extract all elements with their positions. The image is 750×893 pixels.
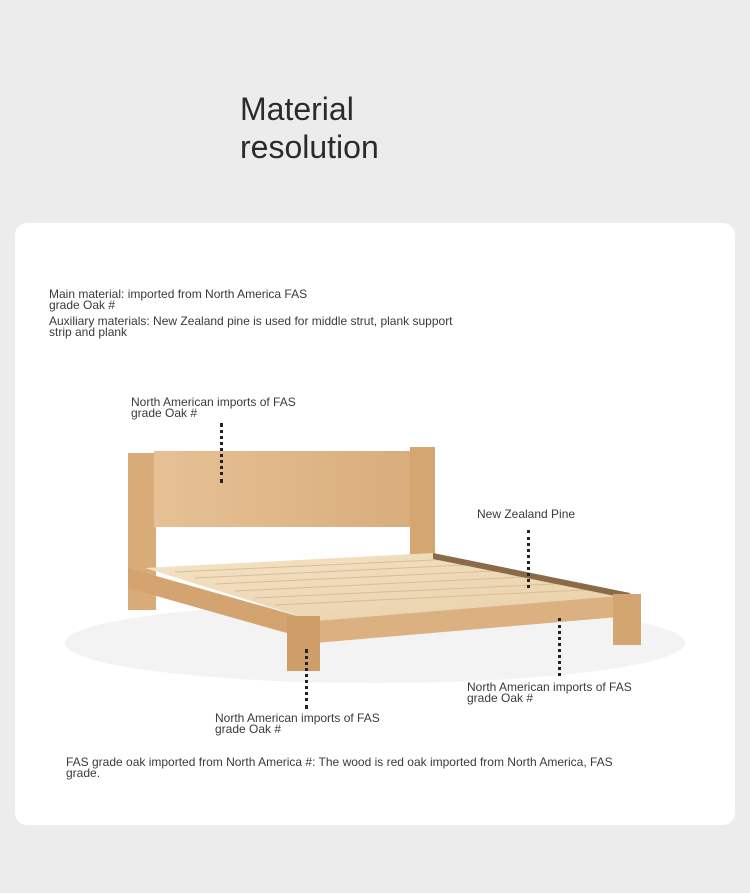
material-card bbox=[15, 223, 735, 825]
leg-label-line-1: North American imports of FAS bbox=[215, 711, 380, 725]
headboard-panel bbox=[154, 451, 412, 527]
footnote-line-2: grade. bbox=[66, 766, 101, 780]
headboard-label-line-2: grade Oak # bbox=[131, 406, 198, 420]
auxiliary-material-line-2: strip and plank bbox=[49, 325, 128, 339]
leg-label-line-2: grade Oak # bbox=[215, 722, 282, 736]
front-left-leg bbox=[287, 616, 320, 671]
headboard-label-line-1: North American imports of FAS bbox=[131, 395, 296, 409]
page-title bbox=[240, 90, 540, 166]
pine-material-label bbox=[477, 509, 637, 520]
title-line-2: resolution bbox=[240, 129, 379, 165]
auxiliary-material-line-1: Auxiliary materials: New Zealand pine is used for middle strut, plank support bbox=[49, 314, 453, 328]
leg-pointer bbox=[305, 649, 308, 709]
front-right-leg bbox=[613, 594, 641, 645]
title-line-1: Material bbox=[240, 91, 354, 127]
side-rail-pointer bbox=[558, 618, 561, 676]
side-rail-material-label bbox=[467, 682, 667, 704]
headboard-right-post bbox=[410, 447, 435, 557]
headboard-pointer bbox=[220, 423, 223, 483]
pine-label-text: New Zealand Pine bbox=[477, 507, 576, 521]
main-material-line-1: Main material: imported from North America FAS bbox=[49, 287, 308, 301]
leg-material-label bbox=[215, 713, 415, 735]
side-rail-label-line-2: grade Oak # bbox=[467, 691, 534, 705]
headboard-material-label bbox=[131, 397, 331, 419]
main-material-line-2: grade Oak # bbox=[49, 298, 116, 312]
side-rail-label-line-1: North American imports of FAS bbox=[467, 680, 632, 694]
footnote-line-1: FAS grade oak imported from North America #: The wood is red oak imported from North America, FAS bbox=[66, 755, 613, 769]
footnote bbox=[66, 757, 646, 779]
pine-pointer bbox=[527, 530, 530, 588]
